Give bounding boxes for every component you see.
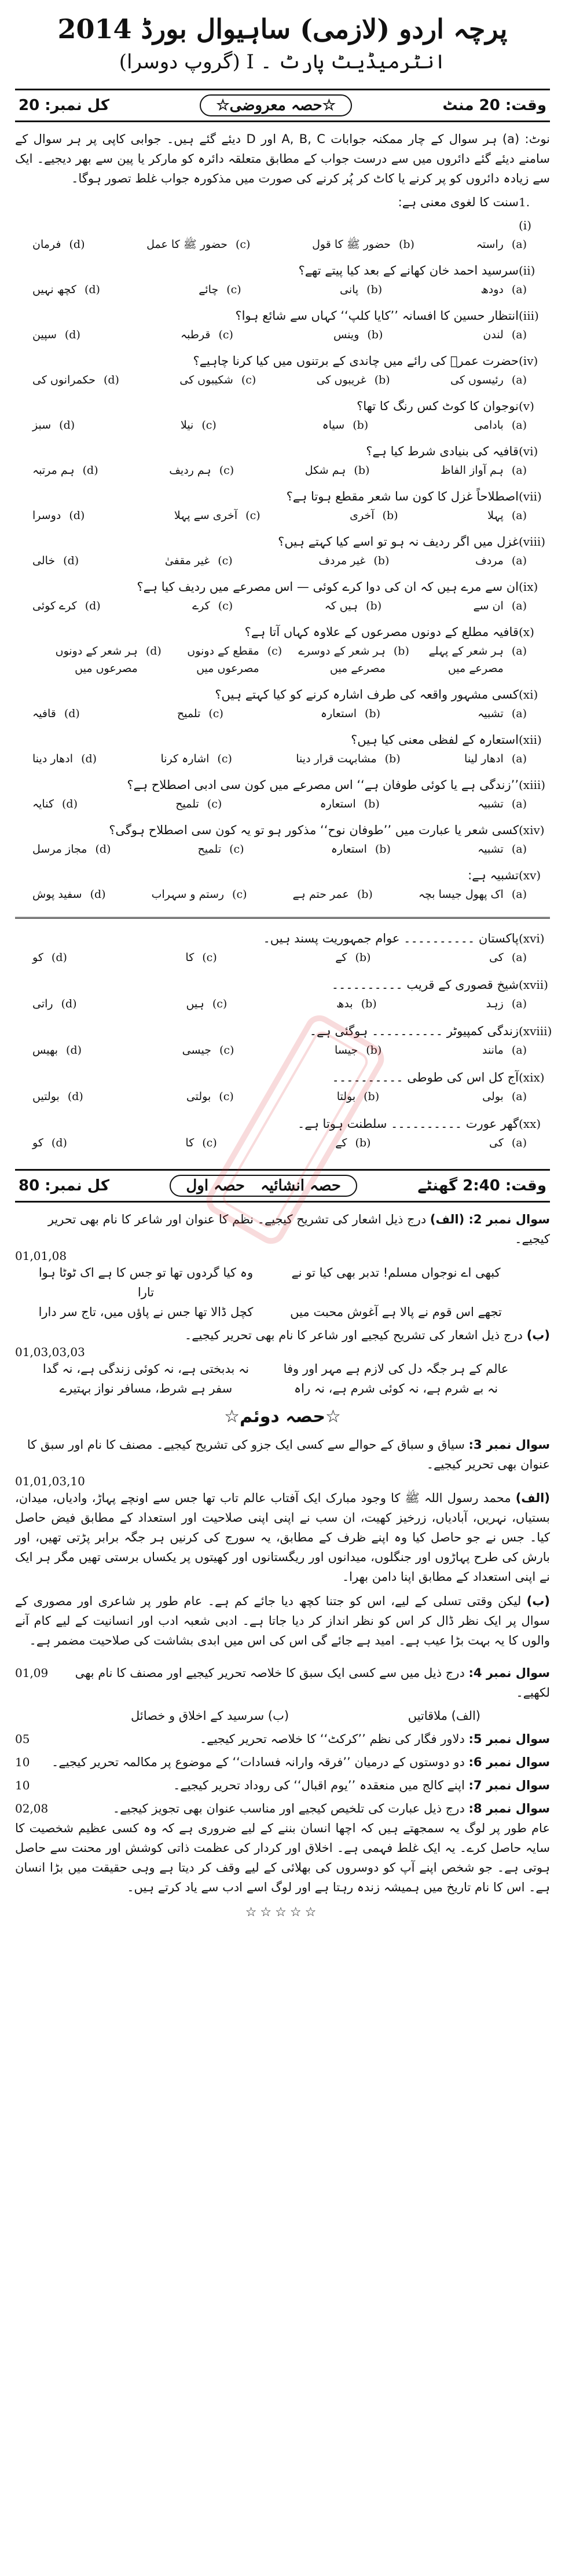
section-divider xyxy=(15,917,550,919)
mcq-options xyxy=(15,461,550,483)
q2a-poem: کبھی اے نوجواں مسلم! تدبر بھی کیا تو نے وہ کیا گردوں تھا تو جس کا ہے اک ٹوٹا ہوا تارا تجھے اس قوم نے پالا ہے آغوش محبت میں کچل ڈالا تھا جس نے پاؤں میں، تاج سر دارا xyxy=(38,1265,502,1319)
fill-question: (xvi) پاکستان ۔۔۔۔۔۔۔۔۔۔ عوام جمہوریت پسند ہیں۔ xyxy=(263,931,545,945)
mcq-option: (c) ہم ردیف xyxy=(169,463,234,477)
question-2a: سوال نمبر 2: (الف) درج ذیل اشعار کی تشریح کیجیے۔ نظم کا عنوان اور شاعر کا نام بھی تحریر کیجیے۔ xyxy=(47,1212,550,1246)
mcq-question xyxy=(15,532,550,551)
mcq-option: (d) سبز xyxy=(32,418,75,432)
fill-question: (xx) گھر عورت ۔۔۔۔۔۔۔۔۔۔ سلطنت ہوتا ہے۔ xyxy=(297,1116,541,1131)
question-number: (vii) xyxy=(519,489,542,503)
mcq-option: (c) تلمیح xyxy=(175,797,222,810)
mcq-option: (d) کچھ نہیں xyxy=(32,283,100,296)
part-two-heading: ☆حصہ دوئم☆ xyxy=(224,1406,341,1427)
mcq-option: (b) ہر شعر کے دوسرے مصرعے میں xyxy=(298,644,409,675)
question-text: غزل میں اگر ردیف نہ ہو تو اسے کیا کہتے ہیں؟ xyxy=(278,534,519,549)
question-text: سرسید احمد خان کھانے کے بعد کیا پیتے تھے؟ xyxy=(298,263,519,277)
mcq-question xyxy=(15,730,550,749)
mcq-question xyxy=(15,306,550,325)
q4-options: (الف) ملاقاتیں (ب) سرسید کے اخلاق و خصائل xyxy=(131,1708,480,1723)
fill-options xyxy=(15,994,550,1016)
q3a-passage: (الف) محمد رسول اللہ ﷺ کا وجود مبارک ایک آفتاب عالم تاب تھا جس سے اونچے پہاڑ، وادیاں، میدان، بستیاں، نہریں، آبادیاں، زرخیز کھیت، ان سب نے اپنی اپنی صلاحیت اور استعداد کے مطابق فیض حاصل کیا۔ جس نے جو حاصل کیا وہ اپنے ظرف کے مطابق، یہ سورج کی کرنیں ہر جگہ برابر پڑتی تھیں، اور بارش کی طرح پہاڑوں اور جنگلوں، میدانوں اور ریگستانوں اور کھیتوں پر یکساں برستی تھیں مگر ہر ایک نے اپنی استعداد کے مطابق اپنا دامن بھرا۔ xyxy=(15,1490,550,1584)
mcq-option: (c) حضور ﷺ کا عمل xyxy=(146,237,251,251)
q2b-marks: 01,03,03,03 xyxy=(15,1344,85,1359)
fill-option: (a) زہد xyxy=(486,997,527,1010)
mcq-question xyxy=(15,776,550,794)
mcq-option: (c) مقطع کے دونوں مصرعوں میں xyxy=(187,644,282,675)
mcq-options xyxy=(15,280,550,302)
fill-question: (xviii) زندگی کمپیوٹر ۔۔۔۔۔۔۔۔۔۔ ہوگئی ہے۔ xyxy=(309,1024,552,1038)
mcq-option: (b) پانی xyxy=(339,283,383,296)
mcq-option: (c) غیر مقفیٰ xyxy=(164,554,233,567)
question-text: انتظار حسین کا افسانہ ’’کایا کلپ‘‘ کہاں سے شائع ہوا؟ xyxy=(235,308,519,323)
mcq-options xyxy=(15,839,550,861)
mcq-option: (b) آخری xyxy=(350,509,398,522)
mcq-option: (a) ادھار لینا xyxy=(464,752,527,765)
question-number: (v) xyxy=(519,399,534,413)
fill-option: (c) ہیں xyxy=(186,997,228,1010)
subjective-section-title: حصہ انشائیہ حصہ اول xyxy=(170,1175,357,1197)
question-text: استعارہ کے لفظی معنی کیا ہیں؟ xyxy=(351,732,519,747)
question-7: سوال نمبر 7: اپنے کالج میں منعقدہ ’’یوم اقبال‘‘ کی روداد تحریر کیجیے۔ 10 xyxy=(15,1778,550,1792)
mcq-option: (b) ہم شکل xyxy=(304,463,370,477)
question-text: حضرت عمرؓ کی رائے میں چاندی کے برتنوں میں کیا کرنا چاہیے؟ xyxy=(193,353,519,368)
fill-option: (d) کو xyxy=(32,951,67,964)
mcq-option: (a) اک پھول جیسا بچہ xyxy=(418,887,527,901)
mcq-list xyxy=(15,216,550,907)
mcq-option: (a) مردف xyxy=(475,554,527,567)
mcq-option: (c) کرے xyxy=(192,599,233,612)
mcq-options xyxy=(15,794,550,816)
fill-option: (c) کا xyxy=(185,951,217,964)
mcq-option: (c) رستم و سہراب xyxy=(151,887,247,901)
mcq-option: (c) آخری سے پہلا xyxy=(174,509,261,522)
mcq-option: (a) تشبیہ xyxy=(478,842,527,856)
mcq-question xyxy=(15,442,550,461)
mcq-option: (a) تشبیہ xyxy=(478,707,527,720)
question-number: (vi) xyxy=(519,444,538,458)
question-text: ’’زندگی ہے یا کوئی طوفان ہے‘‘ اس مصرعے میں کون سی ادبی اصطلاح ہے؟ xyxy=(127,777,519,792)
mcq-option: (d) ہم مرتبہ xyxy=(32,463,98,477)
question-8: سوال نمبر 8: درج ذیل عبارت کی تلخیص کیجیے اور مناسب عنوان بھی تجویز کیجیے۔ 02,08 xyxy=(15,1801,550,1815)
fill-option: (a) کی xyxy=(489,1136,527,1149)
mcq-option: (d) خالی xyxy=(32,554,79,567)
question-2b: (ب) درج ذیل اشعار کی تشریح کیجیے اور شاعر کا نام بھی تحریر کیجیے۔ xyxy=(184,1328,550,1342)
fill-in-blanks-list xyxy=(15,929,550,1155)
mcq-option: (b) حضور ﷺ کا قول xyxy=(312,237,414,251)
mcq-options xyxy=(15,596,550,618)
question-number: (x) xyxy=(519,624,534,639)
question-number: (xv) xyxy=(519,868,541,882)
mcq-question xyxy=(15,216,550,235)
question-text: قافیہ مطلع کے دونوں مصرعوں کے علاوہ کہاں آتا ہے؟ xyxy=(244,624,519,639)
mcq-options xyxy=(15,415,550,437)
fill-option: (c) بولتی xyxy=(186,1090,234,1103)
mcq-option: (d) کنایہ xyxy=(32,797,78,810)
mcq-option: (b) غیر مردف xyxy=(318,554,390,567)
fill-options xyxy=(15,1133,550,1155)
paper-title: پرچہ اردو (لازمی) ساہیوال بورڈ 2014 xyxy=(57,13,508,45)
question-number: (xi) xyxy=(519,687,538,701)
q3-marks: 01,01,03,10 xyxy=(15,1474,85,1488)
mcq-question xyxy=(15,352,550,370)
mcq-question xyxy=(15,397,550,415)
fill-options xyxy=(15,1040,550,1062)
question-text: نوجوان کا کوٹ کس رنگ کا تھا؟ xyxy=(357,399,519,413)
fill-option: (a) مانند xyxy=(482,1043,527,1057)
fill-option: (b) بدھ xyxy=(336,997,377,1010)
mcq-option: (a) ہم آواز الفاظ xyxy=(441,463,527,477)
mcq-option: (a) دودھ xyxy=(480,283,527,296)
question-number: (xiii) xyxy=(519,777,546,792)
mcq-option: (c) اشارہ کرنا xyxy=(160,752,232,765)
mcq-options xyxy=(15,506,550,528)
mcq-question xyxy=(15,685,550,704)
objective-section-title: ☆حصہ معروضی☆ xyxy=(200,94,352,116)
mcq-option: (a) بادامی xyxy=(474,418,527,432)
mcq-options xyxy=(15,551,550,573)
objective-time: وقت: 20 منٹ xyxy=(442,96,546,114)
mcq-option: (d) مجاز مرسل xyxy=(32,842,111,856)
question-text: کسی مشہور واقعہ کی طرف اشارہ کرنے کو کیا کہتے ہیں؟ xyxy=(215,687,519,701)
fill-question: (xix) آج کل اس کی طوطی ۔۔۔۔۔۔۔۔۔۔ xyxy=(332,1070,545,1084)
mcq-question xyxy=(15,821,550,839)
question-number: (iv) xyxy=(519,353,538,368)
mcq-option: (a) راستہ xyxy=(476,237,527,251)
question-text: قافیہ کی بنیادی شرط کیا ہے؟ xyxy=(366,444,519,458)
fill-option: (b) کے xyxy=(335,951,371,964)
mcq-option: (b) غریبوں کی xyxy=(316,373,390,386)
paper-subtitle: انٹرمیڈیٹ پارٹ ۔ I (گروپ دوسرا) xyxy=(119,50,446,74)
mcq-option: (a) ہر شعر کے پہلے مصرعے میں xyxy=(428,644,527,675)
question-number: (i) xyxy=(519,218,532,232)
mcq-option: (a) لندن xyxy=(483,328,527,341)
subjective-section-bar xyxy=(15,1169,550,1203)
question-1-head: 1. سنت کا لغوی معنی ہے: xyxy=(398,195,530,209)
mcq-option: (a) رئیسوں کی xyxy=(450,373,527,386)
instructions-note: نوٹ: (a) ہر سوال کے چار ممکنہ جوابات A, B, C اور D دیئے گئے ہیں۔ جوابی کاپی پر ہر سوال کے سامنے دیئے گئے دائروں میں سے درست جواب کے مطابق متعلقہ دائرہ کو مارکر یا پین سے بھر دیجیے۔ ایک سے زیادہ دائروں کو پر کرنے یا کاٹ کر پُر کرنے کی صورت میں مذکورہ جواب غلط تصور ہوگا۔ xyxy=(15,131,551,185)
question-4: سوال نمبر 4: درج ذیل میں سے کسی ایک سبق کا خلاصہ تحریر کیجیے اور مصنف کا نام بھی لکھیے۔ 01,09 xyxy=(15,1665,550,1700)
mcq-option: (c) نیلا xyxy=(180,418,217,432)
mcq-option: (c) چائے xyxy=(199,283,241,296)
mcq-options xyxy=(15,641,550,681)
subjective-total-marks: کل نمبر: 80 xyxy=(19,1176,109,1194)
fill-option: (d) کو xyxy=(32,1136,67,1149)
mcq-options xyxy=(15,885,550,907)
mcq-question xyxy=(15,623,550,641)
question-number: (viii) xyxy=(519,534,546,549)
mcq-option: (d) سفید پوش xyxy=(32,887,106,901)
fill-option: (c) جیسی xyxy=(182,1043,234,1057)
mcq-option: (b) استعارہ xyxy=(331,842,391,856)
mcq-option: (b) وینس xyxy=(333,328,383,341)
mcq-option: (d) ہر شعر کے دونوں مصرعوں میں xyxy=(55,644,162,675)
q2b-poem: عالم کے ہر جگہ دل کی لازم ہے مہر اور وفا نہ بدبختی ہے، نہ کوئی زندگی ہے، نہ گدا نہ بے شرم ہے، نہ کوئی شرم ہے، نہ راہ سفر ہے شرط، مسافر نواز بہتیرے xyxy=(42,1361,509,1395)
question-3: سوال نمبر 3: سیاق و سباق کے حوالے سے کسی ایک جزو کی تشریح کیجیے۔ مصنف کا نام اور سبق کا عنوان بھی تحریر کیجیے۔ xyxy=(27,1437,550,1471)
fill-option: (d) بھیس xyxy=(32,1043,82,1057)
question-5: سوال نمبر 5: دلاور فگار کی نظم ’’کرکٹ‘‘ کا خلاصہ تحریر کیجیے۔ 05 xyxy=(15,1731,550,1746)
mcq-question xyxy=(15,261,550,280)
q2a-marks: 01,01,08 xyxy=(15,1248,67,1263)
mcq-option: (d) ادھار دینا xyxy=(32,752,97,765)
mcq-options xyxy=(15,370,550,392)
mcq-question xyxy=(15,487,550,506)
mcq-option: (b) استعارہ xyxy=(320,707,381,720)
mcq-option: (a) تشبیہ xyxy=(478,797,527,810)
question-text: اصطلاحاً غزل کا کون سا شعر مقطع ہوتا ہے؟ xyxy=(286,489,519,503)
mcq-option: (d) فرمان xyxy=(32,237,85,251)
mcq-option: (a) پہلا xyxy=(487,509,527,522)
mcq-option: (d) سپین xyxy=(32,328,80,341)
objective-section-bar xyxy=(15,89,550,122)
mcq-option: (d) قافیہ xyxy=(32,707,80,720)
mcq-option: (d) دوسرا xyxy=(32,509,85,522)
objective-total-marks: کل نمبر: 20 xyxy=(19,96,109,114)
fill-option: (d) بولتیں xyxy=(32,1090,83,1103)
mcq-option: (b) ہیں کہ xyxy=(324,599,382,612)
mcq-option: (b) سیاہ xyxy=(322,418,369,432)
subjective-time: وقت: 2:40 گھنٹے xyxy=(417,1176,546,1194)
fill-options xyxy=(15,948,550,970)
mcq-option: (d) کرے کوئی xyxy=(32,599,101,612)
fill-option: (c) کا xyxy=(185,1136,217,1149)
mcq-option: (d) حکمرانوں کی xyxy=(32,373,119,386)
question-number: (iii) xyxy=(519,308,539,323)
mcq-options xyxy=(15,749,550,771)
end-stars: ☆☆☆☆☆ xyxy=(245,1905,320,1920)
question-text: تشبیہ ہے: xyxy=(468,868,519,882)
mcq-options xyxy=(15,235,550,257)
fill-question: (xvii) شیخ قصوری کے قریب ۔۔۔۔۔۔۔۔۔۔ xyxy=(331,977,548,992)
mcq-option: (c) تلمیح xyxy=(177,707,223,720)
question-text: کسی شعر یا عبارت میں ’’طوفان نوح‘‘ مذکور ہو تو یہ کون سی اصطلاح ہوگی؟ xyxy=(109,823,519,837)
question-number: (xii) xyxy=(519,732,542,747)
mcq-option: (a) ان سے xyxy=(473,599,527,612)
fill-option: (a) کی xyxy=(489,951,527,964)
mcq-options xyxy=(15,325,550,347)
fill-option: (d) راتی xyxy=(32,997,77,1010)
mcq-option: (b) مشابہت قرار دینا xyxy=(296,752,401,765)
fill-option: (b) جیسا xyxy=(335,1043,382,1057)
q8-passage: عام طور پر لوگ یہ سمجھتے ہیں کہ اچھا انسان بننے کے لیے ضروری ہے کہ وہ کسی عظیم شخصیت کا سایہ حاصل کرے۔ یہ ایک غلط فہمی ہے۔ اخلاق اور کردار کی عظمت ذاتی کوشش اور محنت سے حاصل ہوتی ہے۔ جو شخص اپنے آپ کو دوسروں کی بھلائی کے لیے وقف کر دیتا ہے وہی حقیقت میں بڑا انسان ہے۔ اس کا نام تاریخ میں ہمیشہ زندہ رہتا ہے اور لوگ اسے ادب سے یاد کرتے ہیں۔ xyxy=(15,1821,550,1894)
question-number: (ii) xyxy=(519,263,535,277)
question-6: سوال نمبر 6: دو دوستوں کے درمیان ’’فرقہ وارانہ فسادات‘‘ کے موضوع پر مکالمہ تحریر کیجیے۔ 10 xyxy=(15,1755,550,1769)
fill-option: (b) کے xyxy=(335,1136,371,1149)
fill-option: (b) بولتا xyxy=(336,1090,380,1103)
mcq-options xyxy=(15,704,550,726)
question-text: ان سے مرے ہیں کہ ان کی دوا کرے کوئی — اس مصرعے میں ردیف کیا ہے؟ xyxy=(137,579,519,594)
q3b-passage: (ب) لیکن وقتی تسلی کے لیے، اس کو جتنا کچھ دیا جائے کم ہے۔ عام طور پر شاعری اور مصوری کے سوال پر ایک نظر ڈال کر اس کو نظر انداز کر دیا جاتا ہے۔ ادبی شعبہ ادب اور انسانیت کے لیے کام آنے والوں کا یہ بہت بڑا عیب ہے۔ امید ہے جائے گی اس کی اس میں ابدی بشاشت کی صلاحیت مضمر ہے۔ xyxy=(15,1594,550,1647)
mcq-option: (b) استعارہ xyxy=(320,797,380,810)
mcq-question xyxy=(15,578,550,596)
mcq-option: (c) تلمیح xyxy=(197,842,244,856)
question-number: (ix) xyxy=(519,579,538,594)
fill-option: (a) بولی xyxy=(482,1090,527,1103)
mcq-option: (b) عمر حتم ہے xyxy=(292,887,373,901)
mcq-option: (c) قرطبہ xyxy=(180,328,233,341)
mcq-option: (c) شکیبوں کی xyxy=(179,373,256,386)
mcq-question xyxy=(15,866,550,885)
question-number: (xiv) xyxy=(519,823,545,837)
fill-options xyxy=(15,1087,550,1109)
